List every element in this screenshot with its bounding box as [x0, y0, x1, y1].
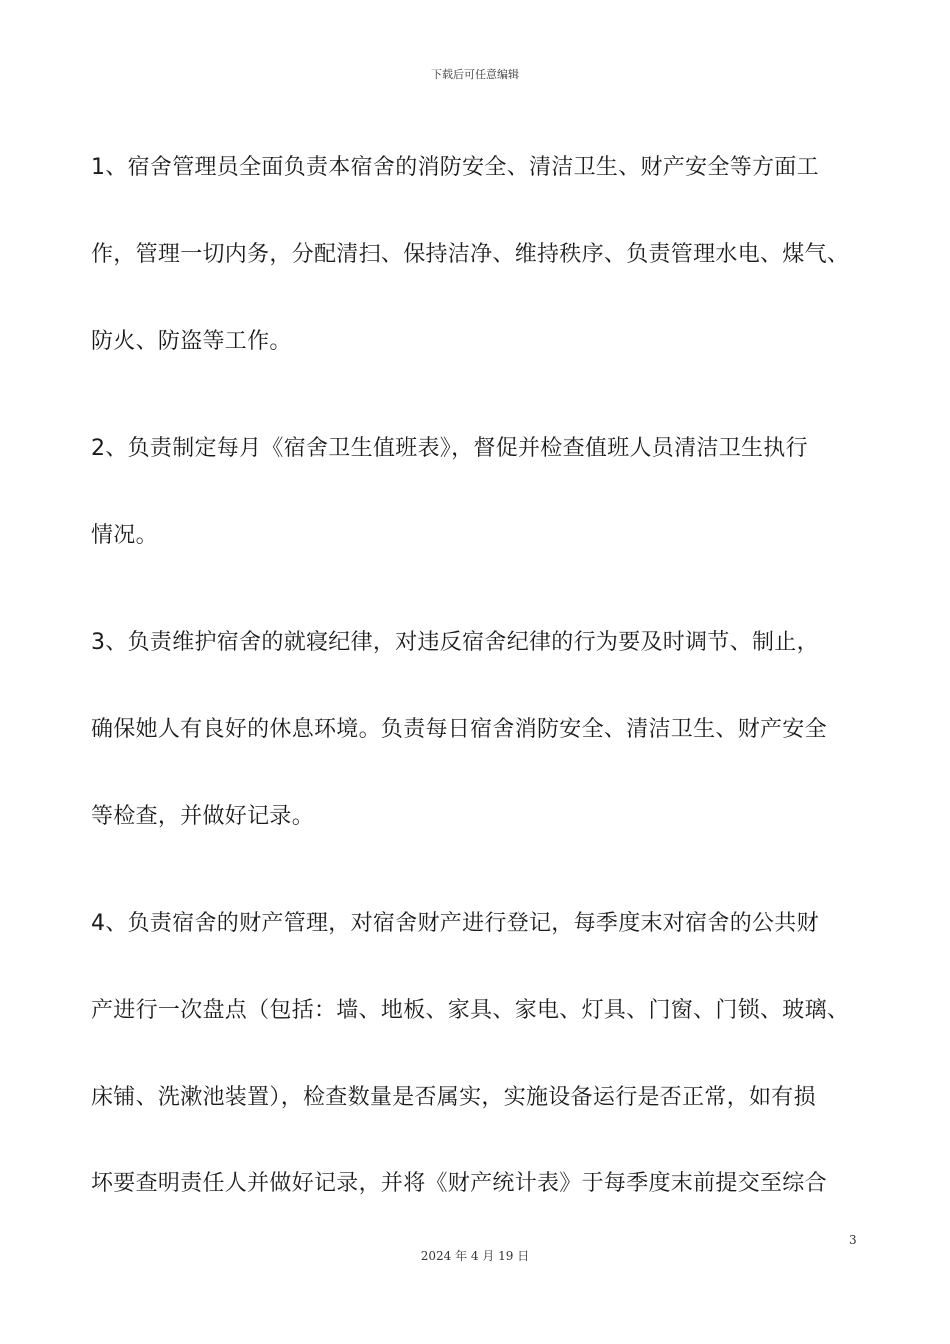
body-line-5: 情况。	[91, 523, 158, 548]
body-line-4: 2、负责制定每月《宿舍卫生值班表》，督促并检查值班人员清洁卫生执行	[91, 436, 808, 461]
body-line-3: 防火、防盗等工作。	[91, 329, 292, 354]
body-line-12: 坏要查明责任人并做好记录，并将《财产统计表》于每季度末前提交至综合	[91, 1171, 827, 1196]
page-footer-date: 2024 年 4 月 19 日	[420, 1249, 530, 1263]
body-line-6: 3、负责维护宿舍的就寝纪律，对违反宿舍纪律的行为要及时调节、制止，	[91, 630, 819, 655]
page-number: 3	[849, 1233, 857, 1247]
body-line-9: 4、负责宿舍的财产管理，对宿舍财产进行登记，每季度末对宿舍的公共财	[91, 911, 819, 936]
body-line-2: 作，管理一切内务，分配清扫、保持洁净、维持秩序、负责管理水电、煤气、	[91, 242, 850, 267]
body-line-7: 确保她人有良好的休息环境。负责每日宿舍消防安全、清洁卫生、财产安全	[91, 717, 827, 742]
body-line-8: 等检查，并做好记录。	[91, 804, 315, 829]
body-line-11: 床铺、洗漱池装置），检查数量是否属实，实施设备运行是否正常，如有损	[91, 1085, 816, 1110]
body-line-1: 1、宿舍管理员全面负责本宿舍的消防安全、清洁卫生、财产安全等方面工	[91, 155, 819, 180]
page-header: 下载后可任意编辑	[431, 68, 519, 81]
body-line-10: 产进行一次盘点（包括：墙、地板、家具、家电、灯具、门窗、门锁、玻璃、	[91, 998, 850, 1023]
